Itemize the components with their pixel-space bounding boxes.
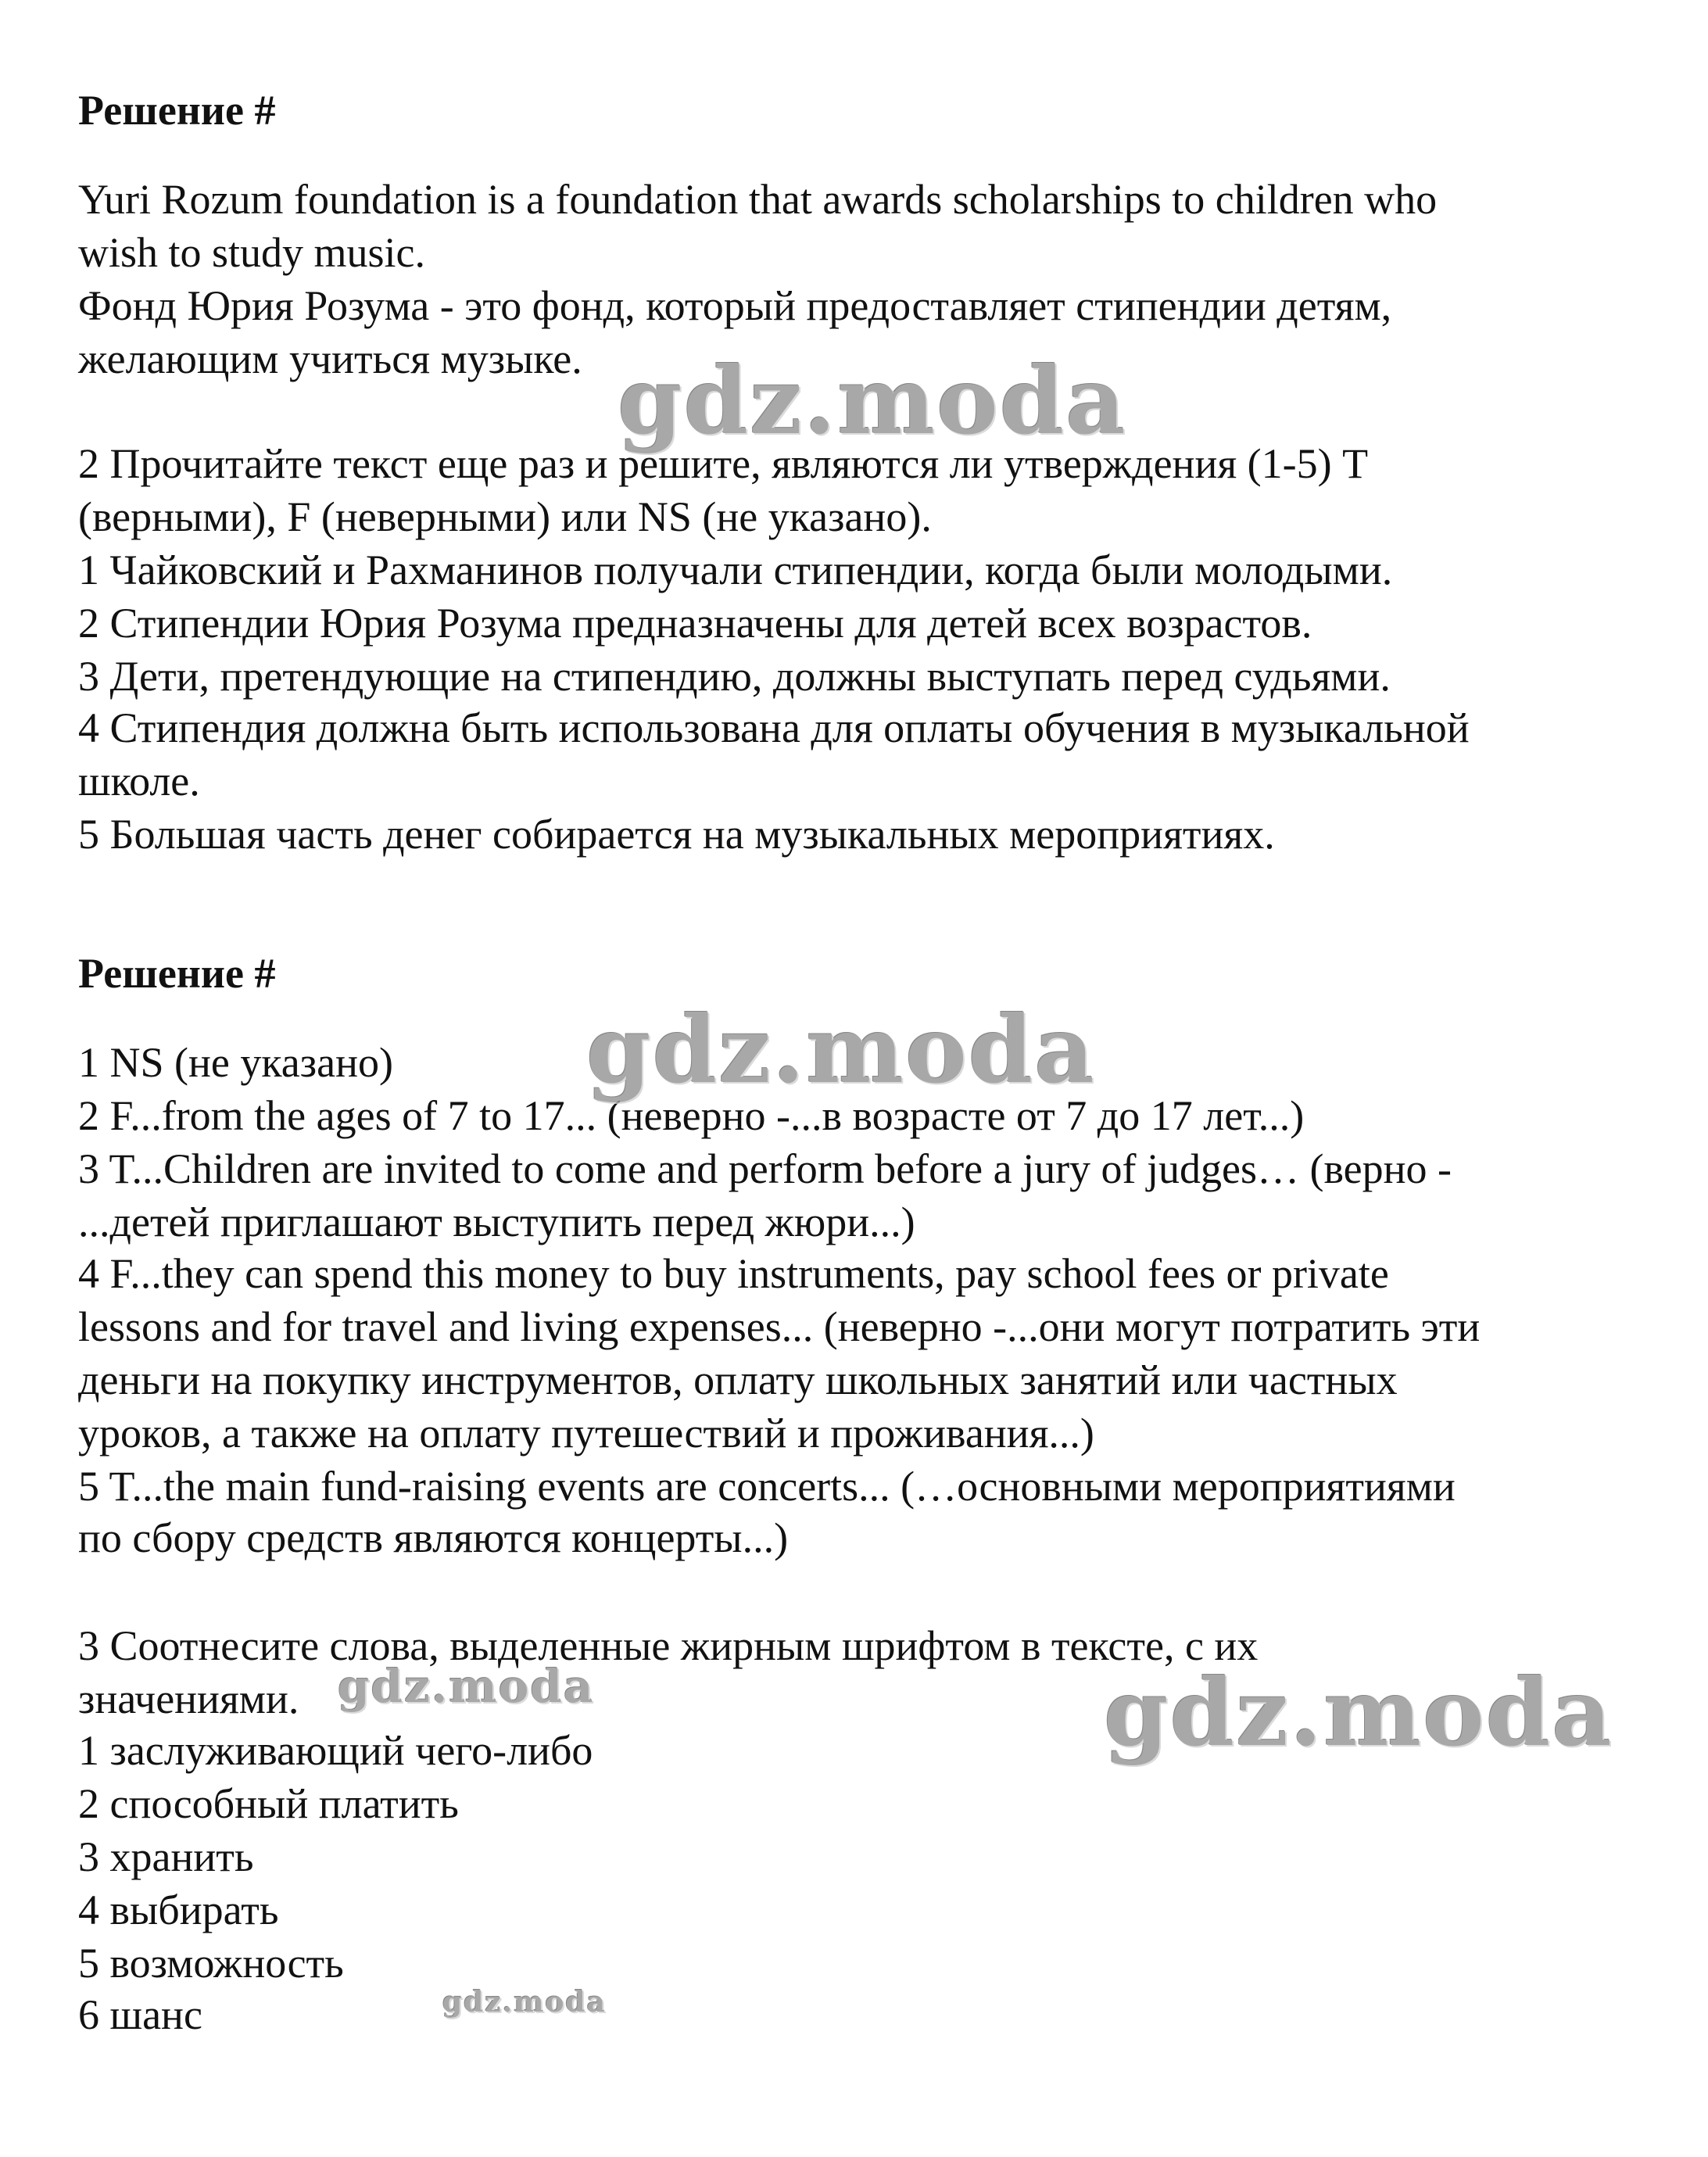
answer-line: деньги на покупку инструментов, оплату школьных занятий или частных <box>78 1356 1398 1403</box>
list-item: 3 хранить <box>78 1833 254 1880</box>
text-line: желающим учиться музыке. <box>78 335 582 382</box>
task-line: 1 Чайковский и Рахманинов получали стипендии, когда были молодыми. <box>78 546 1393 593</box>
task-line: 2 Прочитайте текст еще раз и решите, являются ли утверждения (1-5) T <box>78 440 1369 487</box>
watermark-logo: gdz.moda <box>338 1660 595 1713</box>
answer-line: lessons and for travel and living expenses... (неверно -...они могут потратить эти <box>78 1303 1481 1350</box>
list-item: 4 выбирать <box>78 1886 279 1933</box>
watermark-logo: gdz.moda <box>586 995 1096 1104</box>
answer-line: 4 F...they can spend this money to buy instruments, pay school fees or private <box>78 1250 1389 1297</box>
answer-line: ...детей приглашают выступить перед жюри...) <box>78 1199 915 1245</box>
task-line: 3 Дети, претендующие на стипендию, должны выступать перед судьями. <box>78 653 1391 700</box>
answer-line: по сбору средств являются концерты...) <box>78 1514 789 1561</box>
list-item: 5 возможность <box>78 1940 344 1987</box>
task-line: 3 Соотнесите слова, выделенные жирным шрифтом в тексте, с их <box>78 1622 1259 1669</box>
task-line: 4 Стипендия должна быть использована для оплаты обучения в музыкальной <box>78 704 1470 751</box>
list-item: 1 заслуживающий чего-либо <box>78 1727 593 1774</box>
watermark-logo: gdz.moda <box>618 346 1127 455</box>
solution-heading-2: Решение # <box>78 950 276 997</box>
task-line: значениями. <box>78 1675 299 1722</box>
answer-line: 5 T...the main fund-raising events are concerts... (…основными мероприятиями <box>78 1463 1456 1510</box>
list-item: 2 способный платить <box>78 1780 459 1827</box>
task-line: 5 Большая часть денег собирается на музыкальных мероприятиях. <box>78 811 1275 858</box>
watermark-logo: gdz.moda <box>1104 1658 1613 1767</box>
answer-line: 1 NS (не указано) <box>78 1039 393 1086</box>
list-item: 6 шанс <box>78 1991 202 2038</box>
answer-line: 3 T...Children are invited to come and perform before a jury of judges… (верно - <box>78 1145 1452 1192</box>
watermark-logo: gdz.moda <box>442 1986 607 2019</box>
task-line: школе. <box>78 758 200 804</box>
text-line: Yuri Rozum foundation is a foundation that awards scholarships to children who <box>78 176 1438 223</box>
answer-line: уроков, а также на оплату путешествий и проживания...) <box>78 1410 1094 1457</box>
text-line: wish to study music. <box>78 229 426 276</box>
task-line: (верными), F (неверными) или NS (не указано). <box>78 493 932 540</box>
text-line: Фонд Юрия Розума - это фонд, который предоставляет стипендии детям, <box>78 282 1392 329</box>
answer-line: 2 F...from the ages of 7 to 17... (неверно -...в возрасте от 7 до 17 лет...) <box>78 1092 1305 1139</box>
solution-heading-1: Решение # <box>78 87 276 134</box>
task-line: 2 Стипендии Юрия Розума предназначены для детей всех возрастов. <box>78 600 1312 647</box>
